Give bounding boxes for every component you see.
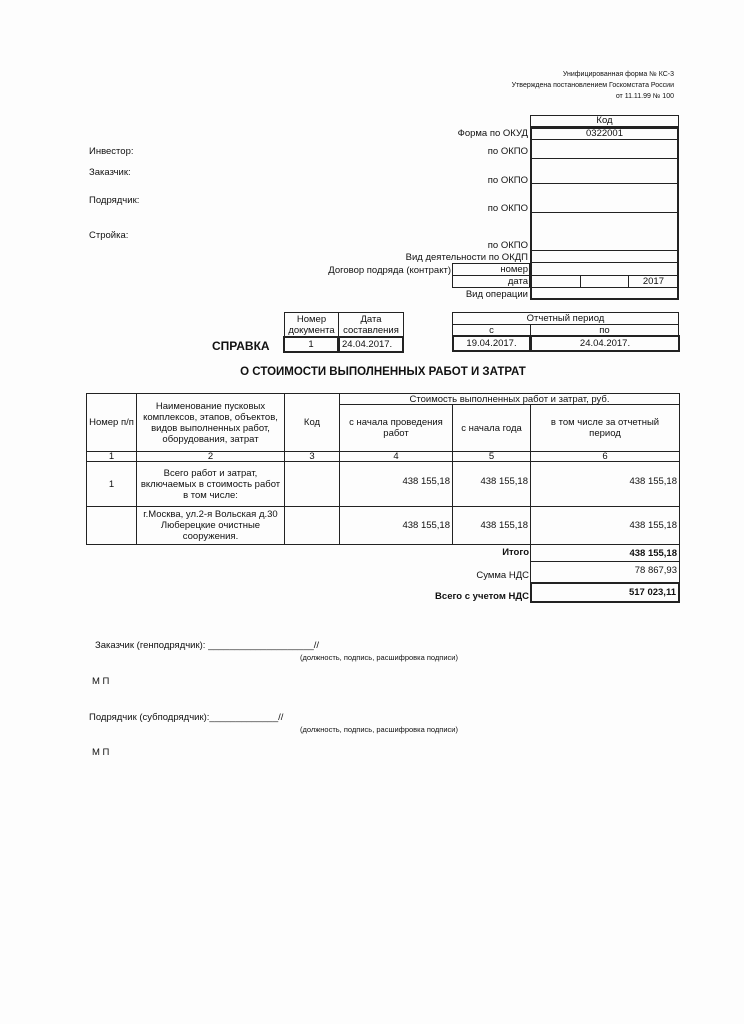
stamp-place-1: М П: [92, 676, 110, 687]
col-num-4: 4: [339, 451, 453, 462]
contract-label: Договор подряда (контракт): [328, 265, 451, 276]
table-row-2-period: 438 155,18: [530, 506, 680, 545]
okpo-construction-label: по ОКПО: [487, 240, 528, 251]
col-num-2: 2: [136, 451, 285, 462]
customer-signature-line: Заказчик (генподрядчик): ____________________//: [95, 640, 320, 651]
table-row-1-num: 1: [86, 461, 137, 507]
table-row-1-year: 438 155,18: [452, 461, 531, 507]
contract-date-label: дата: [507, 276, 528, 287]
vat-label: Сумма НДС: [476, 570, 529, 581]
vat-value: 78 867,93: [530, 561, 680, 583]
okdp-label: Вид деятельности по ОКДП: [405, 252, 528, 263]
okud-value: 0322001: [586, 128, 623, 139]
okud-label: Форма по ОКУД: [457, 128, 528, 139]
table-row-2-code: [284, 506, 340, 545]
col-num-6: 6: [530, 451, 680, 462]
okpo-investor-label: по ОКПО: [487, 146, 528, 157]
spravka-label: СПРАВКА: [212, 339, 270, 353]
table-row-2-name: г.Москва, ул.2-я Вольская д.30 Люберецкие очистные сооружения.: [136, 506, 285, 545]
contractor-signature-hint: (должность, подпись, расшифровка подписи): [300, 725, 458, 734]
total-value: 438 155,18: [530, 544, 680, 562]
th-from-start: с начала проведения работ: [339, 404, 453, 452]
code-header: Код: [530, 115, 679, 127]
customer-signature-hint: (должность, подпись, расшифровка подписи): [300, 653, 458, 662]
doc-date-value: 24.04.2017.: [338, 336, 404, 353]
document-title: О СТОИМОСТИ ВЫПОЛНЕННЫХ РАБОТ И ЗАТРАТ: [240, 366, 526, 378]
contractor-label: Подрядчик:: [89, 195, 140, 206]
col-num-3: 3: [284, 451, 340, 462]
th-period: в том числе за отчетный период: [530, 404, 680, 452]
th-name: Наименование пусковых комплексов, этапов, объектов, видов выполненных работ, оборудования, затрат: [136, 393, 285, 452]
th-cost: Стоимость выполненных работ и затрат, руб.: [339, 393, 680, 405]
form-type-line: Унифицированная форма № КС-3: [562, 71, 674, 78]
period-from-value: 19.04.2017.: [452, 335, 531, 352]
table-row-2-start: 438 155,18: [339, 506, 453, 545]
total-label: Итого: [502, 547, 529, 558]
table-row-1-name: Всего работ и затрат, включаемых в стоимость работ в том числе:: [136, 461, 285, 507]
period-to-label: по: [530, 324, 679, 336]
th-number: Номер п/п: [86, 393, 137, 452]
form-date-line: от 11.11.99 № 100: [615, 93, 674, 100]
contract-number-label: номер: [500, 264, 528, 275]
col-num-1: 1: [86, 451, 137, 462]
th-code: Код: [284, 393, 340, 452]
okpo-contractor-label: по ОКПО: [487, 203, 528, 214]
table-row-1-period: 438 155,18: [530, 461, 680, 507]
grand-total-value: 517 023,11: [530, 582, 680, 603]
doc-date-header: Дата составления: [338, 312, 404, 337]
form-approval-line: Утверждена постановлением Госкомстата России: [511, 82, 674, 89]
stamp-place-2: М П: [92, 747, 110, 758]
period-from-label: с: [452, 324, 531, 336]
investor-label: Инвестор:: [89, 146, 134, 157]
customer-label: Заказчик:: [89, 167, 131, 178]
table-row-1-start: 438 155,18: [339, 461, 453, 507]
period-header: Отчетный период: [452, 312, 679, 325]
contract-year: 2017: [642, 276, 664, 287]
table-row-2-num: [86, 506, 137, 545]
table-row-1-code: [284, 461, 340, 507]
contractor-signature-line: Подрядчик (субподрядчик):_____________//: [89, 712, 284, 723]
table-row-2-year: 438 155,18: [452, 506, 531, 545]
doc-number-value: 1: [283, 336, 339, 353]
okpo-customer-label: по ОКПО: [487, 175, 528, 186]
col-num-5: 5: [452, 451, 531, 462]
construction-label: Стройка:: [89, 230, 129, 241]
doc-number-header: Номер документа: [284, 312, 339, 337]
period-to-value: 24.04.2017.: [530, 335, 680, 352]
grand-total-label: Всего с учетом НДС: [435, 591, 529, 602]
th-from-year: с начала года: [452, 404, 531, 452]
operation-label: Вид операции: [465, 289, 528, 300]
